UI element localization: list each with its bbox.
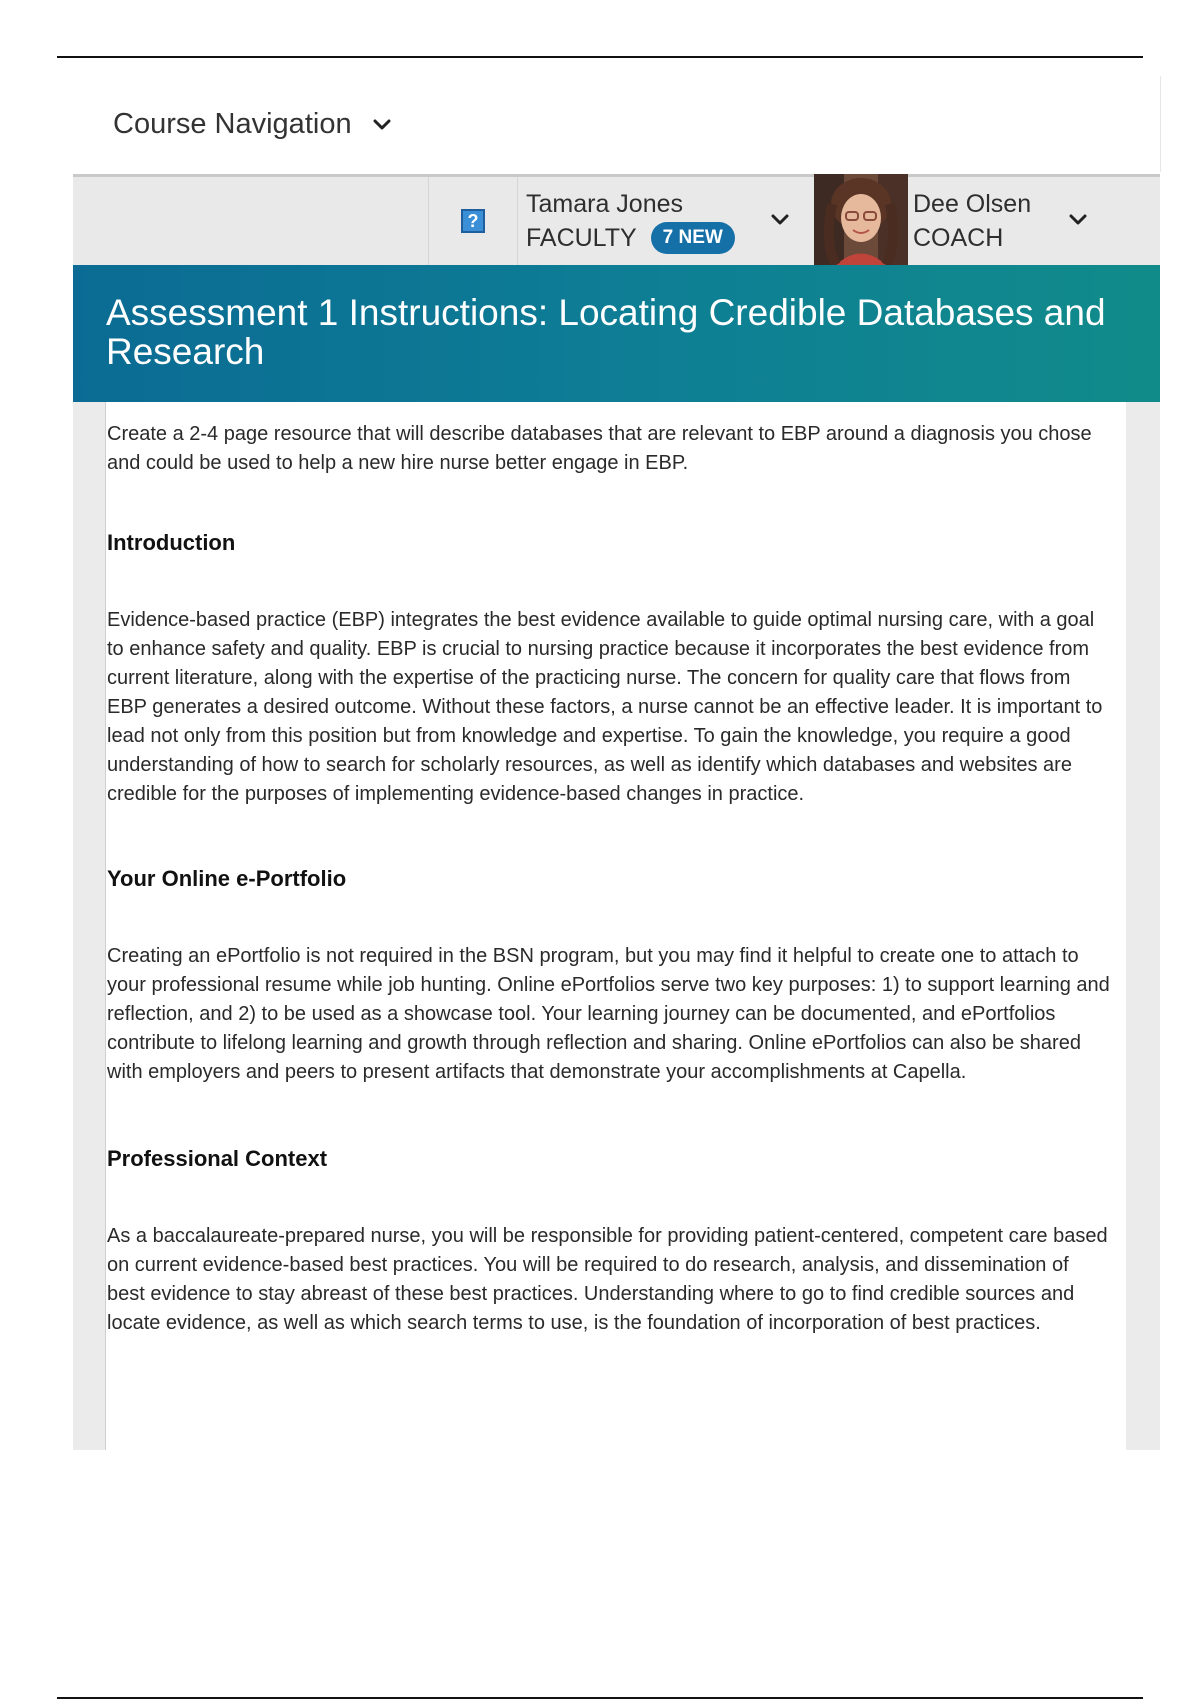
top-divider <box>57 56 1143 58</box>
content-area <box>73 402 1160 1450</box>
assessment-title-banner <box>73 265 1160 402</box>
page-title: Assessment 1 Instructions: Locating Credible Databases and Research <box>106 292 1106 372</box>
coach-contact[interactable] <box>913 177 1031 265</box>
section-heading-introduction: Introduction <box>107 530 236 555</box>
section-heading-eportfolio: Your Online e-Portfolio <box>107 866 347 891</box>
course-navigation-label: Course Navigation <box>113 108 352 140</box>
faculty-contact[interactable] <box>526 177 735 265</box>
help-button[interactable] <box>428 177 518 265</box>
coach-name: Dee Olsen <box>913 190 1032 218</box>
instructions-panel <box>105 402 1126 1450</box>
help-icon: ? <box>461 209 485 233</box>
faculty-role: FACULTY <box>526 224 637 252</box>
section-body-professional-context: As a baccalaureate-prepared nurse, you will be responsible for providing patient-centered, competent care based on current evidence-based best practices. You will be required to do research, analysis, and dissemination of best evidence to stay abreast of these best practices. Understanding where to go to find credible sources and locate evidence, as well as which search terms to use, is the foundation of incorporation of best practices. <box>107 1225 1108 1334</box>
intro-paragraph: Create a 2-4 page resource that will describe databases that are relevant to EBP around a diagnosis you chose and could be used to help a new hire nurse better engage in EBP. <box>107 423 1092 474</box>
coach-chevron-down-icon[interactable] <box>1068 213 1088 227</box>
bottom-divider <box>57 1697 1143 1699</box>
coach-avatar <box>814 174 908 265</box>
new-messages-badge[interactable]: 7 NEW <box>651 222 735 254</box>
coach-role: COACH <box>913 224 1004 252</box>
nav-edge-divider <box>1160 76 1161 172</box>
faculty-chevron-down-icon[interactable] <box>770 213 790 227</box>
course-navigation-toggle[interactable] <box>113 108 392 141</box>
section-body-introduction: Evidence-based practice (EBP) integrates the best evidence available to guide optimal nursing care, with a goal to enhance safety and quality. EBP is crucial to nursing practice because it incorporates the best evidence from current literature, along with the expertise of the practicing nurse. The concern for quality care that flows from EBP generates a desired outcome. Without these factors, a nurse cannot be an effective leader. It is important to lead not only from this position but from knowledge and expertise. To gain the knowledge, you require a good understanding of how to search for scholarly resources, as well as identify which databases and websites are credible for the purposes of implementing evidence-based changes in practice. <box>107 609 1103 805</box>
people-bar <box>73 174 1160 265</box>
chevron-down-icon <box>372 118 392 132</box>
faculty-name: Tamara Jones <box>526 190 684 218</box>
section-body-eportfolio: Creating an ePortfolio is not required in the BSN program, but you may find it helpful to create one to attach to your professional resume while job hunting. Online ePortfolios serve two key purposes: 1) to support learning and reflection, and 2) to be used as a showcase tool. Your learning journey can be documented, and ePortfolios contribute to lifelong learning and growth through reflection and sharing. Online ePortfolios can also be shared with employers and peers to present artifacts that demonstrate your accomplishments at Capella. <box>107 945 1110 1083</box>
section-heading-professional-context: Professional Context <box>107 1146 328 1171</box>
